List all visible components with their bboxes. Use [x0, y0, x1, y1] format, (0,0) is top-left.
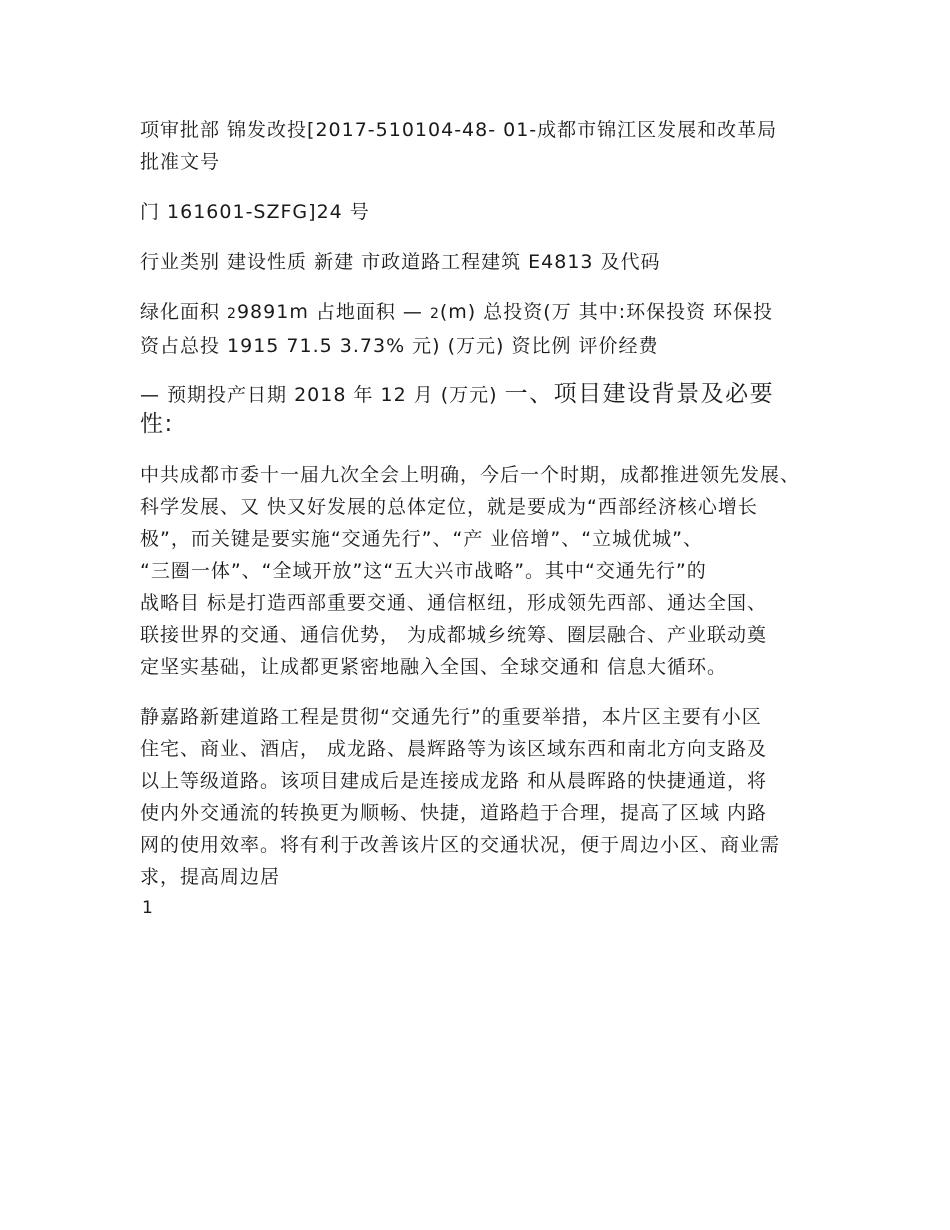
header-line-1: 项审批部 锦发改投[2017-510104-48- 01-成都市锦江区发展和改革局: [140, 119, 778, 141]
paragraph-line: 使内外交通流的转换更为顺畅、快捷，道路趋于合理，提高了区域 内路: [140, 802, 768, 824]
header-block: [140, 114, 830, 178]
paragraph-line: 以上等级道路。该项目建成后是连接成龙路 和从晨晖路的快捷通道，将: [140, 770, 768, 792]
paragraph-line: 静嘉路新建道路工程是贯彻“交通先行”的重要举措，本片区主要有小区: [140, 706, 762, 728]
paragraph-1: [140, 459, 830, 683]
paragraph-line: 求，提高周边居: [140, 866, 281, 888]
header-line-4: 行业类别 建设性质 新建 市政道路工程建筑 E4813 及代码: [140, 251, 661, 273]
paragraph-line: 网的使用效率。将有利于改善该片区的交通状况，便于周边小区、商业需: [140, 834, 781, 856]
header-line-3: 门 161601-SZFG]24 号: [140, 201, 370, 223]
paragraph-line: 科学发展、又 快又好发展的总体定位，就是要成为“西部经济核心增长: [140, 496, 758, 518]
header-line-2: 批准文号: [140, 151, 221, 173]
paragraph-line: 联接世界的交通、通信优势， 为成都城乡统筹、圈层融合、产业联动奠: [140, 624, 768, 646]
investment-block: [140, 296, 830, 362]
header-line-7: — 预期投产日期 2018 年 12 月 (万元) 一、项目建设背景及必要: [140, 381, 775, 407]
paragraph-2: [140, 701, 830, 893]
paragraph-line: 中共成都市委十一届九次全会上明确，今后一个时期，成都推进领先发展、: [140, 464, 801, 486]
paragraph-line: 住宅、商业、酒店， 成龙路、晨辉路等为该区域东西和南北方向支路及: [140, 738, 768, 760]
section-heading: 一、项目建设背景及必要: [504, 381, 775, 407]
paragraph-line: “三圈一体”、“全域开放”这“五大兴市战略”。其中“交通先行”的: [140, 560, 707, 582]
header-line-6: 资占总投 1915 71.5 3.73% 元) (万元) 资比例 评价经费: [140, 335, 659, 357]
header-line-8: 性:: [140, 411, 174, 437]
section-heading-block: [140, 378, 830, 437]
header-line-5: 绿化面积 29891m 占地面积 — 2(m) 总投资(万 其中:环保投资 环保投: [140, 301, 774, 323]
paragraph-line: 极”，而关键是要实施“交通先行”、“产 业倍增”、“立城优城”、: [140, 528, 703, 550]
page-number: 1: [142, 898, 153, 918]
paragraph-line: 定坚实基础，让成都更紧密地融入全国、全球交通和 信息大循环。: [140, 656, 728, 678]
document-page: [140, 114, 830, 893]
paragraph-line: 战略目 标是打造西部重要交通、通信枢纽，形成领先西部、通达全国、: [140, 592, 768, 614]
